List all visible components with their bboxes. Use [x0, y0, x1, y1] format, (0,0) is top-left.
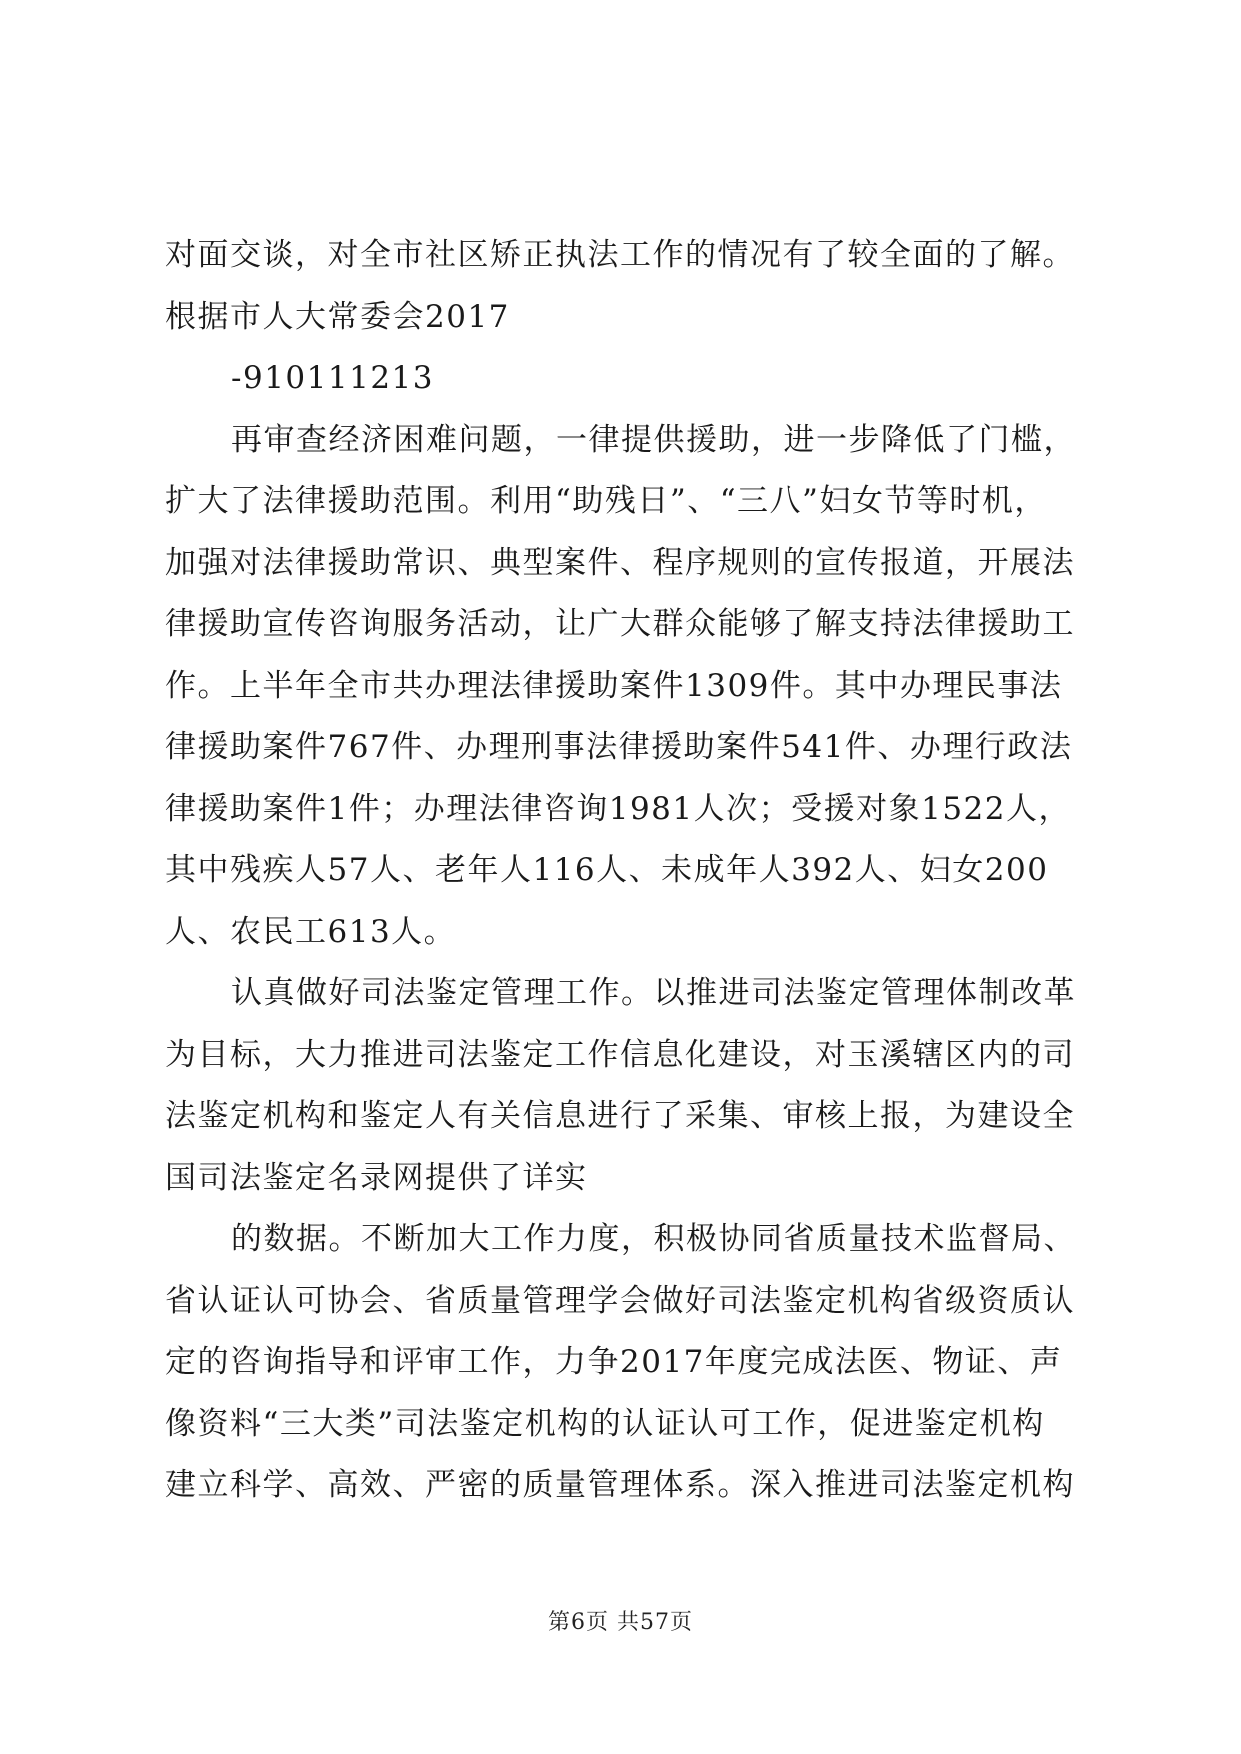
text-line: 其中残疾人57人、老年人116人、未成年人392人、妇女200 [165, 852, 1049, 888]
text-line: 省认证认可协会、省质量管理学会做好司法鉴定机构省级资质认 [165, 1282, 1075, 1319]
text-line: 再审查经济困难问题，一律提供援助，进一步降低了门槛， [231, 421, 1076, 458]
text-line: 作。上半年全市共办理法律援助案件1309件。其中办理民事法 [165, 667, 1063, 704]
text-line: 建立科学、高效、严密的质量管理体系。深入推进司法鉴定机构 [165, 1467, 1075, 1503]
text-line: 认真做好司法鉴定管理工作。以推进司法鉴定管理体制改革 [231, 975, 1076, 1011]
document-body [165, 225, 1080, 1517]
text-line: 国司法鉴定名录网提供了详实 [165, 1159, 588, 1196]
text-line: -910111213 [231, 360, 434, 396]
text-line: 定的咨询指导和评审工作，力争2017年度完成法医、物证、声 [165, 1344, 1063, 1380]
page-number-footer: 第6页 共57页 [548, 1610, 693, 1635]
text-line: 的数据。不断加大工作力度，积极协同省质量技术监督局、 [231, 1221, 1076, 1257]
text-line: 人、农民工613人。 [165, 913, 457, 950]
text-line: 加强对法律援助常识、典型案件、程序规则的宣传报道，开展法 [165, 544, 1075, 581]
text-line: 根据市人大常委会2017 [165, 298, 510, 335]
text-line: 扩大了法律援助范围。利用“助残日”、“三八”妇女节等时机， [165, 483, 1047, 519]
text-line: 律援助宣传咨询服务活动，让广大群众能够了解支持法律援助工 [165, 606, 1075, 642]
text-line: 对面交谈，对全市社区矫正执法工作的情况有了较全面的了解。 [165, 237, 1075, 273]
text-line: 律援助案件1件；办理法律咨询1981人次；受援对象1522人， [165, 790, 1072, 827]
text-line: 律援助案件767件、办理刑事法律援助案件541件、办理行政法 [165, 729, 1073, 765]
text-line: 法鉴定机构和鉴定人有关信息进行了采集、审核上报，为建设全 [165, 1098, 1075, 1134]
text-line: 为目标，大力推进司法鉴定工作信息化建设，对玉溪辖区内的司 [165, 1036, 1075, 1073]
text-line: 像资料“三大类”司法鉴定机构的认证认可工作，促进鉴定机构 [165, 1405, 1045, 1442]
